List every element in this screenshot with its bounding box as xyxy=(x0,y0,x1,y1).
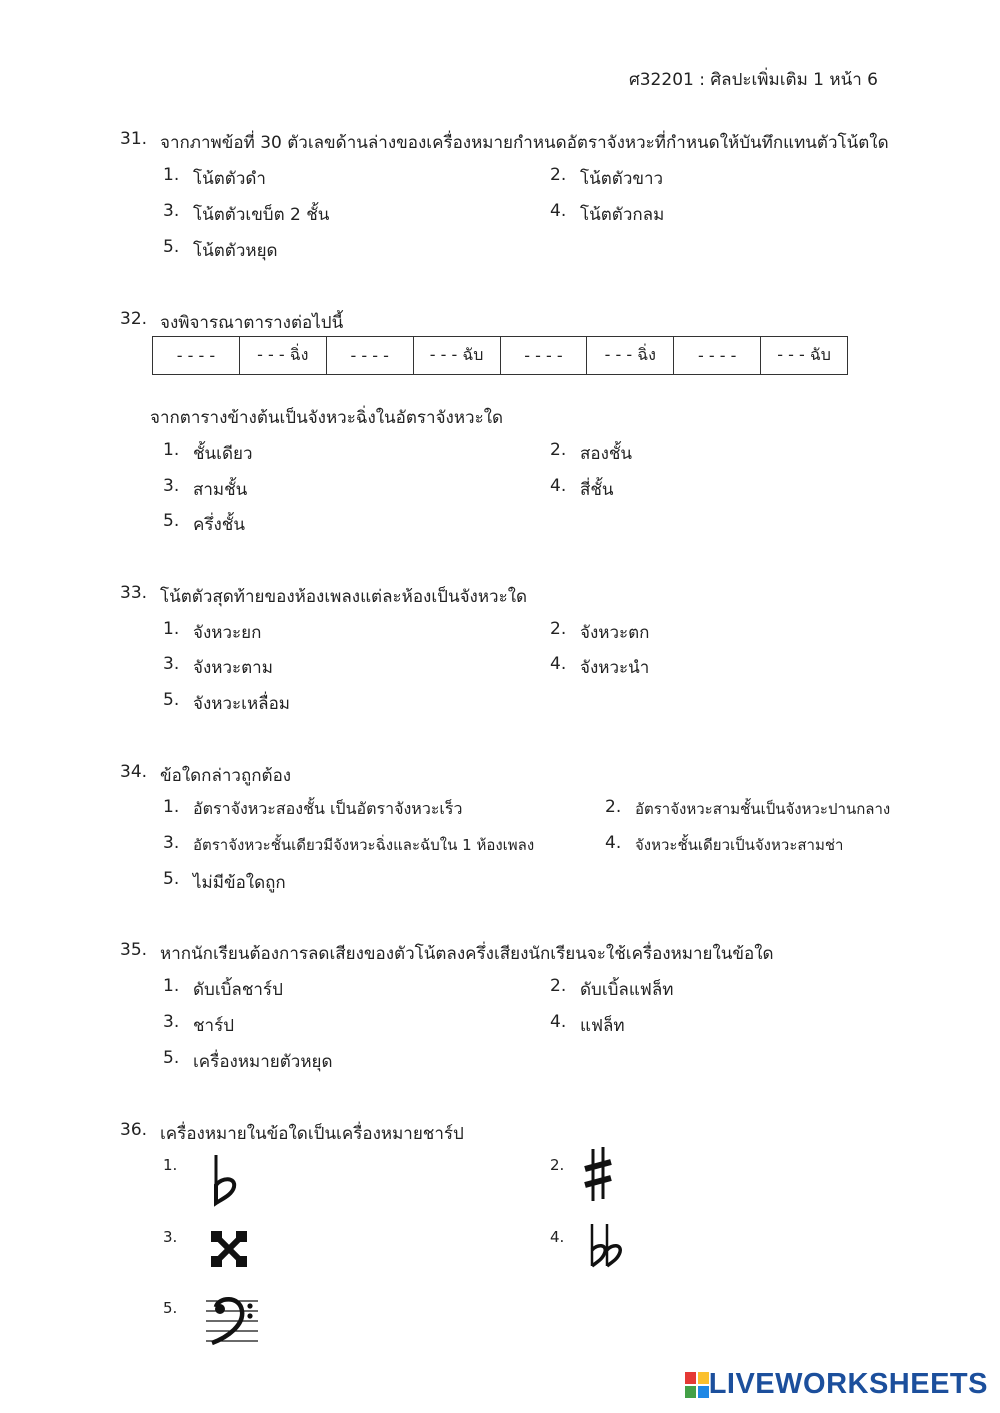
q31-option-4-number[interactable]: 4. xyxy=(550,201,567,221)
q32-option-4-text[interactable]: สี่ชั้น xyxy=(580,480,614,500)
q31-option-2-text[interactable]: โน้ตตัวขาว xyxy=(580,169,664,189)
q34-option-1-number[interactable]: 1. xyxy=(163,797,180,817)
q36-option-2-number[interactable]: 2. xyxy=(550,1156,565,1174)
q33-option-1-number[interactable]: 1. xyxy=(163,619,180,639)
q35-option-2-number[interactable]: 2. xyxy=(550,976,567,996)
q32-option-4-number[interactable]: 4. xyxy=(550,476,567,496)
q35-option-1-text[interactable]: ดับเบิ้ลชาร์ป xyxy=(193,980,283,1000)
liveworksheets-logo xyxy=(685,1368,988,1401)
q34-option-2-text[interactable]: อัตราจังหวะสามชั้นเป็นจังหวะปานกลาง xyxy=(635,800,891,818)
q33-option-2-text[interactable]: จังหวะตก xyxy=(580,623,650,643)
table-cell: - - - - xyxy=(674,337,761,375)
q31-option-4-text[interactable]: โน้ตตัวกลม xyxy=(580,205,665,225)
q34-option-5-text[interactable]: ไม่มีข้อใดถูก xyxy=(193,873,286,893)
q31-option-5-number[interactable]: 5. xyxy=(163,237,180,257)
question-34-text: ข้อใดกล่าวถูกต้อง xyxy=(160,766,292,786)
question-32-subtext: จากตารางข้างต้นเป็นจังหวะฉิ่งในอัตราจังหวะใด xyxy=(150,408,504,428)
q36-option-1-number[interactable]: 1. xyxy=(163,1156,178,1174)
question-31-text: จากภาพข้อที่ 30 ตัวเลขด้านล่างของเครื่องหมายกำหนดอัตราจังหวะที่กำหนดให้บันทึกแทนตัวโน้ตใด xyxy=(160,133,889,153)
table-cell: - - - - xyxy=(500,337,587,375)
q32-option-1-number[interactable]: 1. xyxy=(163,440,180,460)
q32-option-2-number[interactable]: 2. xyxy=(550,440,567,460)
bass-clef-icon[interactable] xyxy=(204,1295,260,1349)
q34-option-4-number[interactable]: 4. xyxy=(605,833,622,853)
liveworksheets-badge-icon xyxy=(685,1372,709,1398)
question-36-number: 36. xyxy=(120,1120,148,1140)
table-cell: - - - ฉิ่ง xyxy=(239,337,326,375)
q35-option-3-text[interactable]: ชาร์ป xyxy=(193,1016,235,1036)
q34-option-4-text[interactable]: จังหวะชั้นเดียวเป็นจังหวะสามช่า xyxy=(635,836,844,854)
rhythm-table xyxy=(152,336,848,375)
sharp-icon[interactable] xyxy=(582,1147,614,1205)
q33-option-4-number[interactable]: 4. xyxy=(550,654,567,674)
q31-option-3-text[interactable]: โน้ตตัวเขบ็ต 2 ชั้น xyxy=(193,205,330,225)
question-33-text: โน้ตตัวสุดท้ายของห้องเพลงแต่ละห้องเป็นจังหวะใด xyxy=(160,587,528,607)
q31-option-5-text[interactable]: โน้ตตัวหยุด xyxy=(193,241,278,261)
q36-option-5-number[interactable]: 5. xyxy=(163,1299,178,1317)
logo-text: LIVEWORKSHEETS xyxy=(708,1368,988,1400)
question-35-text: หากนักเรียนต้องการลดเสียงของตัวโน้ตลงครึ่งเสียงนักเรียนจะใช้เครื่องหมายในข้อใด xyxy=(160,944,774,964)
q31-option-1-text[interactable]: โน้ตตัวดำ xyxy=(193,169,266,189)
table-row xyxy=(153,337,848,375)
q36-option-3-number[interactable]: 3. xyxy=(163,1228,178,1246)
question-31-number: 31. xyxy=(120,129,148,149)
double-flat-icon[interactable] xyxy=(587,1222,627,1270)
flat-icon[interactable] xyxy=(208,1153,242,1207)
q34-option-3-number[interactable]: 3. xyxy=(163,833,180,853)
q31-option-3-number[interactable]: 3. xyxy=(163,201,180,221)
q33-option-5-text[interactable]: จังหวะเหลื่อม xyxy=(193,694,290,714)
q35-option-3-number[interactable]: 3. xyxy=(163,1012,180,1032)
page-header: ศ32201 : ศิลปะเพิ่มเติม 1 หน้า 6 xyxy=(628,70,878,90)
table-cell: - - - ฉิ่ง xyxy=(587,337,674,375)
q34-option-1-text[interactable]: อัตราจังหวะสองชั้น เป็นอัตราจังหวะเร็ว xyxy=(193,799,463,818)
q32-option-1-text[interactable]: ชั้นเดียว xyxy=(193,444,253,464)
q34-option-5-number[interactable]: 5. xyxy=(163,869,180,889)
q35-option-5-number[interactable]: 5. xyxy=(163,1048,180,1068)
q32-option-5-text[interactable]: ครึ่งชั้น xyxy=(193,515,245,535)
q35-option-2-text[interactable]: ดับเบิ้ลแฟล็ท xyxy=(580,980,674,1000)
q35-option-5-text[interactable]: เครื่องหมายตัวหยุด xyxy=(193,1052,333,1072)
q32-option-3-number[interactable]: 3. xyxy=(163,476,180,496)
q35-option-4-number[interactable]: 4. xyxy=(550,1012,567,1032)
q35-option-4-text[interactable]: แฟล็ท xyxy=(580,1016,625,1036)
table-cell: - - - ฉับ xyxy=(761,337,848,375)
q32-option-2-text[interactable]: สองชั้น xyxy=(580,444,633,464)
question-35-number: 35. xyxy=(120,940,148,960)
question-33-number: 33. xyxy=(120,583,148,603)
q33-option-3-text[interactable]: จังหวะตาม xyxy=(193,658,273,678)
q33-option-3-number[interactable]: 3. xyxy=(163,654,180,674)
question-32-text: จงพิจารณาตารางต่อไปนี้ xyxy=(160,313,344,333)
table-cell: - - - - xyxy=(153,337,240,375)
question-36-text: เครื่องหมายในข้อใดเป็นเครื่องหมายชาร์ป xyxy=(160,1124,464,1144)
double-sharp-icon[interactable] xyxy=(210,1230,248,1268)
table-cell: - - - ฉับ xyxy=(413,337,500,375)
q35-option-1-number[interactable]: 1. xyxy=(163,976,180,996)
q32-option-5-number[interactable]: 5. xyxy=(163,511,180,531)
question-34-number: 34. xyxy=(120,762,148,782)
q33-option-2-number[interactable]: 2. xyxy=(550,619,567,639)
q31-option-2-number[interactable]: 2. xyxy=(550,165,567,185)
q34-option-2-number[interactable]: 2. xyxy=(605,797,622,817)
q36-option-4-number[interactable]: 4. xyxy=(550,1228,565,1246)
table-cell: - - - - xyxy=(326,337,413,375)
q33-option-4-text[interactable]: จังหวะนำ xyxy=(580,658,650,678)
q34-option-3-text[interactable]: อัตราจังหวะชั้นเดียวมีจังหวะฉิ่งและฉับใน 1 ห้องเพลง xyxy=(193,836,535,854)
question-32-number: 32. xyxy=(120,309,148,329)
q33-option-5-number[interactable]: 5. xyxy=(163,690,180,710)
q31-option-1-number[interactable]: 1. xyxy=(163,165,180,185)
q33-option-1-text[interactable]: จังหวะยก xyxy=(193,623,262,643)
q32-option-3-text[interactable]: สามชั้น xyxy=(193,480,248,500)
